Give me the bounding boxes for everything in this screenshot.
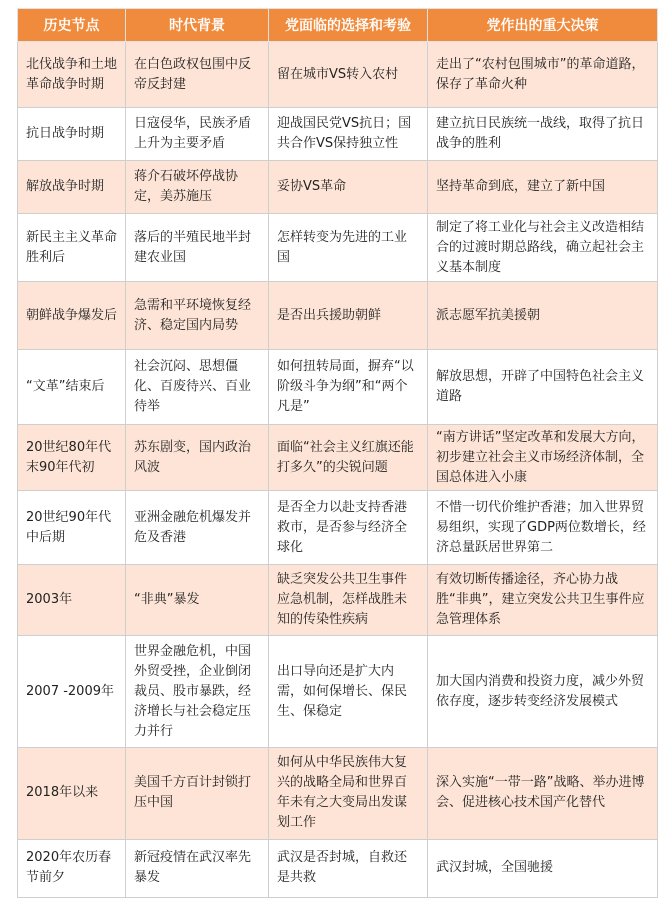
cell-decision: 不惜一切代价维护香港；加入世界贸易组织，实现了GDP两位数增长，经济总量跃居世界第二 bbox=[428, 491, 658, 564]
cell-decision: 制定了将工业化与社会主义改造相结合的过渡时期总路线，确立起社会主义基本制度 bbox=[428, 214, 658, 282]
cell-background: 世界金融危机，中国外贸受挫，企业倒闭裁员、股市暴跌，经济增长与社会稳定压力并行 bbox=[126, 636, 269, 748]
cell-node: 朝鲜战争爆发后 bbox=[18, 282, 126, 349]
cell-decision: 走出了“农村包围城市”的革命道路，保存了革命火种 bbox=[428, 42, 658, 108]
cell-background: 落后的半殖民地半封建农业国 bbox=[126, 214, 269, 282]
cell-node: 新民主主义革命胜利后 bbox=[18, 214, 126, 282]
cell-node: 北伐战争和土地革命战争时期 bbox=[18, 42, 126, 108]
cell-decision: 建立抗日民族统一战线，取得了抗日战争的胜利 bbox=[428, 108, 658, 161]
header-row bbox=[18, 9, 658, 42]
table-row bbox=[18, 42, 658, 108]
cell-decision: 坚持革命到底，建立了新中国 bbox=[428, 161, 658, 214]
table-row bbox=[18, 108, 658, 161]
cell-choice: 怎样转变为先进的工业国 bbox=[269, 214, 428, 282]
cell-decision: 有效切断传播途径，齐心协力战胜“非典”，建立突发公共卫生事件应急管理体系 bbox=[428, 564, 658, 635]
table-row bbox=[18, 564, 658, 635]
cell-decision: 解放思想，开辟了中国特色社会主义道路 bbox=[428, 349, 658, 424]
cell-choice: 武汉是否封城，自救还是共救 bbox=[269, 839, 428, 897]
table-row bbox=[18, 491, 658, 564]
table-row bbox=[18, 748, 658, 840]
cell-background: 社会沉闷、思想僵化、百废待兴、百业待举 bbox=[126, 349, 269, 424]
table-row bbox=[18, 214, 658, 282]
cell-choice: 出口导向还是扩大内需，如何保增长、保民生、保稳定 bbox=[269, 636, 428, 748]
table-row bbox=[18, 636, 658, 748]
cell-node: 2003年 bbox=[18, 564, 126, 635]
cell-choice: 如何扭转局面，摒弃“以阶级斗争为纲”和“两个凡是” bbox=[269, 349, 428, 424]
cell-choice: 如何从中华民族伟大复兴的战略全局和世界百年未有之大变局出发谋划工作 bbox=[269, 748, 428, 840]
table-row bbox=[18, 425, 658, 491]
table-row bbox=[18, 282, 658, 349]
cell-choice: 妥协VS革命 bbox=[269, 161, 428, 214]
cell-node: 抗日战争时期 bbox=[18, 108, 126, 161]
cell-node: 2007 -2009年 bbox=[18, 636, 126, 748]
cell-decision: “南方讲话”坚定改革和发展大方向，初步建立社会主义市场经济体制，全国总体进入小康 bbox=[428, 425, 658, 491]
cell-background: 在白色政权包围中反帝反封建 bbox=[126, 42, 269, 108]
cell-decision: 深入实施“一带一路”战略、举办进博会、促进核心技术国产化替代 bbox=[428, 748, 658, 840]
table-row bbox=[18, 349, 658, 424]
table-header bbox=[18, 9, 658, 42]
cell-decision: 加大国内消费和投资力度，减少外贸依存度，逐步转变经济发展模式 bbox=[428, 636, 658, 748]
cell-choice: 留在城市VS转入农村 bbox=[269, 42, 428, 108]
cell-background: 日寇侵华，民族矛盾上升为主要矛盾 bbox=[126, 108, 269, 161]
cell-choice: 面临“社会主义红旗还能打多久”的尖锐问题 bbox=[269, 425, 428, 491]
cell-node: 2020年农历春节前夕 bbox=[18, 839, 126, 897]
cell-background: 急需和平环境恢复经济、稳定国内局势 bbox=[126, 282, 269, 349]
cell-choice: 是否出兵援助朝鲜 bbox=[269, 282, 428, 349]
table-row bbox=[18, 161, 658, 214]
cell-node: 20世纪80年代末90年代初 bbox=[18, 425, 126, 491]
history-decisions-table bbox=[17, 8, 658, 898]
header-historical-node: 历史节点 bbox=[18, 9, 126, 42]
header-era-background: 时代背景 bbox=[126, 9, 269, 42]
cell-background: 美国千方百计封锁打压中国 bbox=[126, 748, 269, 840]
cell-choice: 是否全力以赴支持香港救市，是否参与经济全球化 bbox=[269, 491, 428, 564]
cell-choice: 迎战国民党VS抗日；国共合作VS保持独立性 bbox=[269, 108, 428, 161]
cell-background: 新冠疫情在武汉率先暴发 bbox=[126, 839, 269, 897]
cell-node: 2018年以来 bbox=[18, 748, 126, 840]
header-major-decisions: 党作出的重大决策 bbox=[428, 9, 658, 42]
cell-decision: 武汉封城，全国驰援 bbox=[428, 839, 658, 897]
cell-background: 苏东剧变，国内政治风波 bbox=[126, 425, 269, 491]
cell-background: 亚洲金融危机爆发并危及香港 bbox=[126, 491, 269, 564]
cell-node: 解放战争时期 bbox=[18, 161, 126, 214]
cell-node: “文革”结束后 bbox=[18, 349, 126, 424]
table-row bbox=[18, 839, 658, 897]
cell-choice: 缺乏突发公共卫生事件应急机制，怎样战胜未知的传染性疾病 bbox=[269, 564, 428, 635]
cell-node: 20世纪90年代中后期 bbox=[18, 491, 126, 564]
cell-background: “非典”暴发 bbox=[126, 564, 269, 635]
cell-decision: 派志愿军抗美援朝 bbox=[428, 282, 658, 349]
header-choices-and-tests: 党面临的选择和考验 bbox=[269, 9, 428, 42]
table-body bbox=[18, 42, 658, 898]
cell-background: 蒋介石破坏停战协定，美苏施压 bbox=[126, 161, 269, 214]
